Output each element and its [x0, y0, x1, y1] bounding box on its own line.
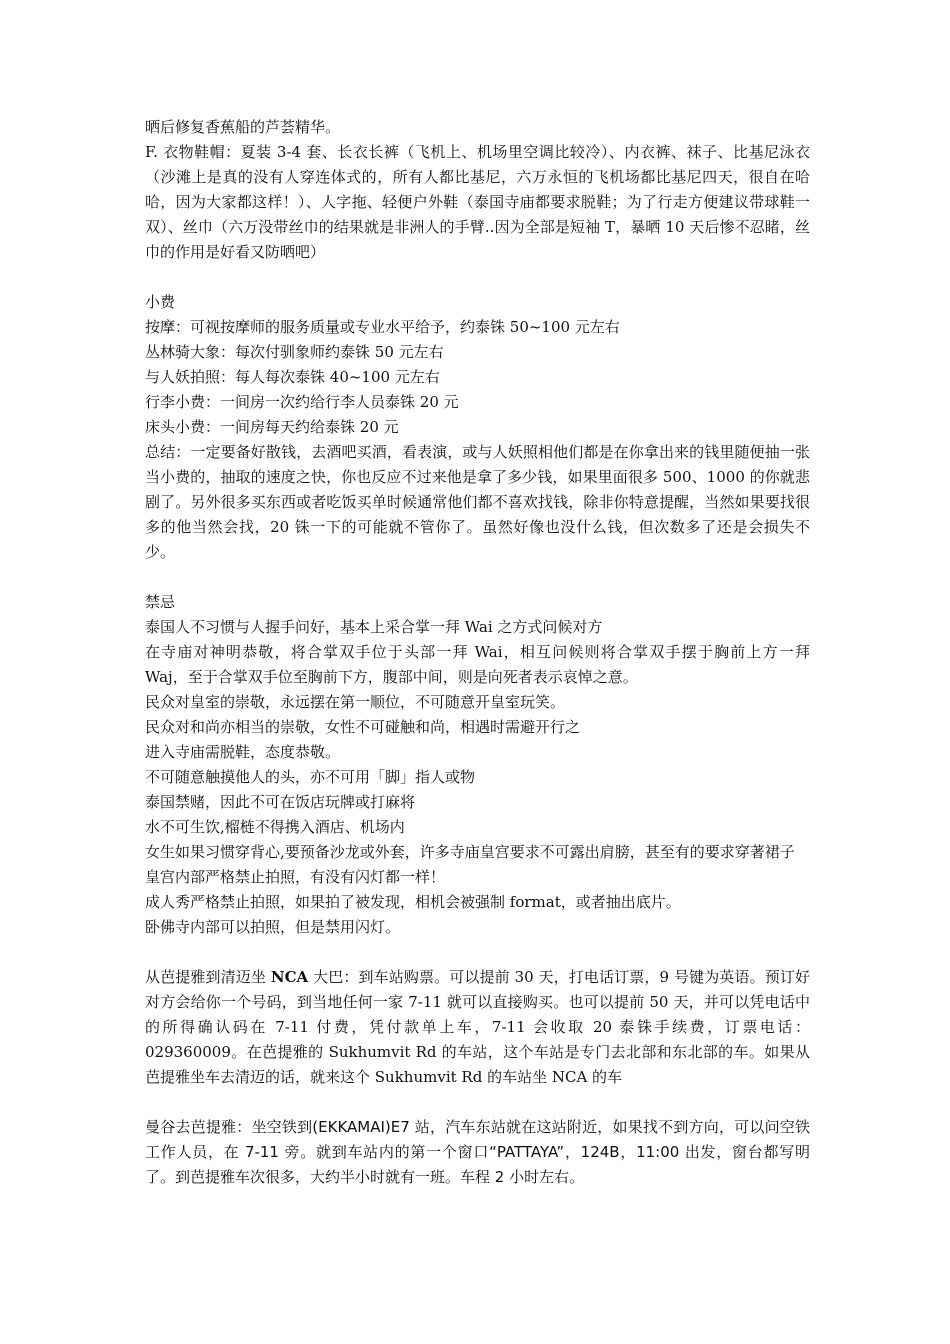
- bp-text-5: 小时左右。: [504, 1168, 585, 1186]
- tips-item: 行李小费：一间房一次约给行李人员泰铢 20 元: [145, 393, 459, 411]
- taboo-item: 皇宫内部严格禁止拍照，有没有闪灯都一样！: [145, 868, 446, 886]
- tips-item: 按摩：可视按摩师的服务质量或专业水平给予，约泰铢 50~100 元左右: [145, 318, 620, 336]
- tips-summary: 总结：一定要备好散钱，去酒吧买酒，看表演，或与人妖照相他们都是在你拿出来的钱里随便抽一张当小费的，抽取的速度之快，你也反应不过来他是拿了多少钱，如果里面很多 500、1000 的你就悲剧了。另外很多买东西或者吃饭买单时候通常他们都不喜欢找钱，除非你特意提醒，当然如果要找很多的他当然会找，20 铢一下的可能就不管你了。虽然好像也没什么钱，但次数多了还是会损失不少。: [145, 443, 810, 561]
- taboo-item: 民众对皇室的崇敬，永远摆在第一顺位，不可随意开皇室玩笑。: [145, 693, 566, 711]
- taboo-item: 民众对和尚亦相当的崇敬，女性不可碰触和尚，相遇时需避开行之: [145, 718, 581, 736]
- nca-bus-text: 大巴：到车站购票。可以提前 30 天，打电话订票，9 号键为英语。预订好对方会给你一个号码，到当地任何一家 7-11 就可以直接购买。也可以提前 50 天，并可以凭电话中的所得确认码在 7-11 付费，凭付款单上车，7-11 会收取 20 泰铢手续费，订票电话：029360009。在芭提雅的 Sukhumvit Rd 的车站，这个车站是专门去北部和东北部的车。如果从芭提雅坐车去清迈的话，就来这个 Sukhumvit Rd 的车站坐 NCA 的车: [145, 968, 810, 1086]
- taboo-item: 泰国人不习惯与人握手问好，基本上采合掌一拜 Wai 之方式问候对方: [145, 618, 603, 636]
- taboo-item: 女生如果习惯穿背心,要预备沙龙或外套，许多寺庙皇宫要求不可露出肩膀，甚至有的要求穿著裙子: [145, 843, 795, 861]
- bp-store: 7-11: [244, 1143, 279, 1161]
- clothing-paragraph: F. 衣物鞋帽：夏装 3-4 套、长衣长裤（飞机上、机场里空调比较冷）、内衣裤、袜子、比基尼泳衣（沙滩上是真的没有人穿连体式的，所有人都比基尼，六万永恒的飞机场都比基尼四天，很自在哈哈，因为大家都这样！）、人字拖、轻便户外鞋（泰国寺庙都要求脱鞋；为了行走方便建议带球鞋一双）、丝巾（六万没带丝巾的结果就是非洲人的手臂..因为全部是短袖 T，暴晒 10 天后惨不忍睹，丝巾的作用是好看又防晒吧）: [145, 143, 810, 261]
- taboo-item: 水不可生饮,榴梿不得携入酒店、机场内: [145, 818, 405, 836]
- taboo-item: 成人秀严格禁止拍照，如果拍了被发现，相机会被强制 format，或者抽出底片。: [145, 893, 681, 911]
- paragraph-gap: [145, 565, 810, 590]
- intro-line: 晒后修复香蕉船的芦荟精华。: [145, 118, 341, 136]
- taboo-item: 不可随意触摸他人的头，亦不可用「脚」指人或物: [145, 768, 476, 786]
- tips-heading: 小费: [145, 293, 176, 311]
- nca-bus-paragraph: [145, 965, 810, 1090]
- tips-item: 与人妖拍照：每人每次泰铢 40~100 元左右: [145, 368, 440, 386]
- bangkok-pattaya-paragraph: [145, 1115, 810, 1190]
- taboos-heading: 禁忌: [145, 593, 176, 611]
- taboo-item: 进入寺庙需脱鞋，态度恭敬。: [145, 743, 341, 761]
- paragraph-gap: [145, 1090, 810, 1115]
- taboo-item: 在寺庙对神明恭敬，将合掌双手位于头部一拜 Wai，相互问候则将合掌双手摆于胸前上方一拜 Waj，至于合掌双手位至胸前下方，腹部中间，则是向死者表示哀悼之意。: [145, 643, 810, 686]
- document-body: [145, 115, 810, 1190]
- bp-text-4: 出发，窗台都写明了。到芭提雅车次很多，大约半小时就有一班。车程: [145, 1143, 810, 1186]
- paragraph-gap: [145, 940, 810, 965]
- taboo-item: 卧佛寺内部可以拍照，但是禁用闪灯。: [145, 918, 401, 936]
- tips-item: 丛林骑大象：每次付驯象师约泰铢 50 元左右: [145, 343, 444, 361]
- tips-item: 床头小费：一间房每天约给泰铢 20 元: [145, 418, 399, 436]
- bp-text-2: 站，汽车东站就在这站附近，如果找不到方向，可以问空铁工作人员，在: [145, 1118, 810, 1161]
- bp-station: (EKKAMAI)E7: [312, 1118, 410, 1136]
- taboo-item: 泰国禁赌，因此不可在饭店玩牌或打麻将: [145, 793, 416, 811]
- bp-window: “PATTAYA”，124B，11:00: [489, 1143, 680, 1161]
- bp-text-1: 曼谷去芭提雅：坐空铁到: [145, 1118, 313, 1136]
- bp-text-3: 旁。就到车站内的第一个窗口: [278, 1143, 490, 1161]
- paragraph-gap: [145, 265, 810, 290]
- bp-hours: 2: [494, 1168, 505, 1186]
- nca-bus-prefix: 从芭提雅到清迈坐: [145, 968, 271, 986]
- nca-bus-bold: NCA: [270, 968, 309, 986]
